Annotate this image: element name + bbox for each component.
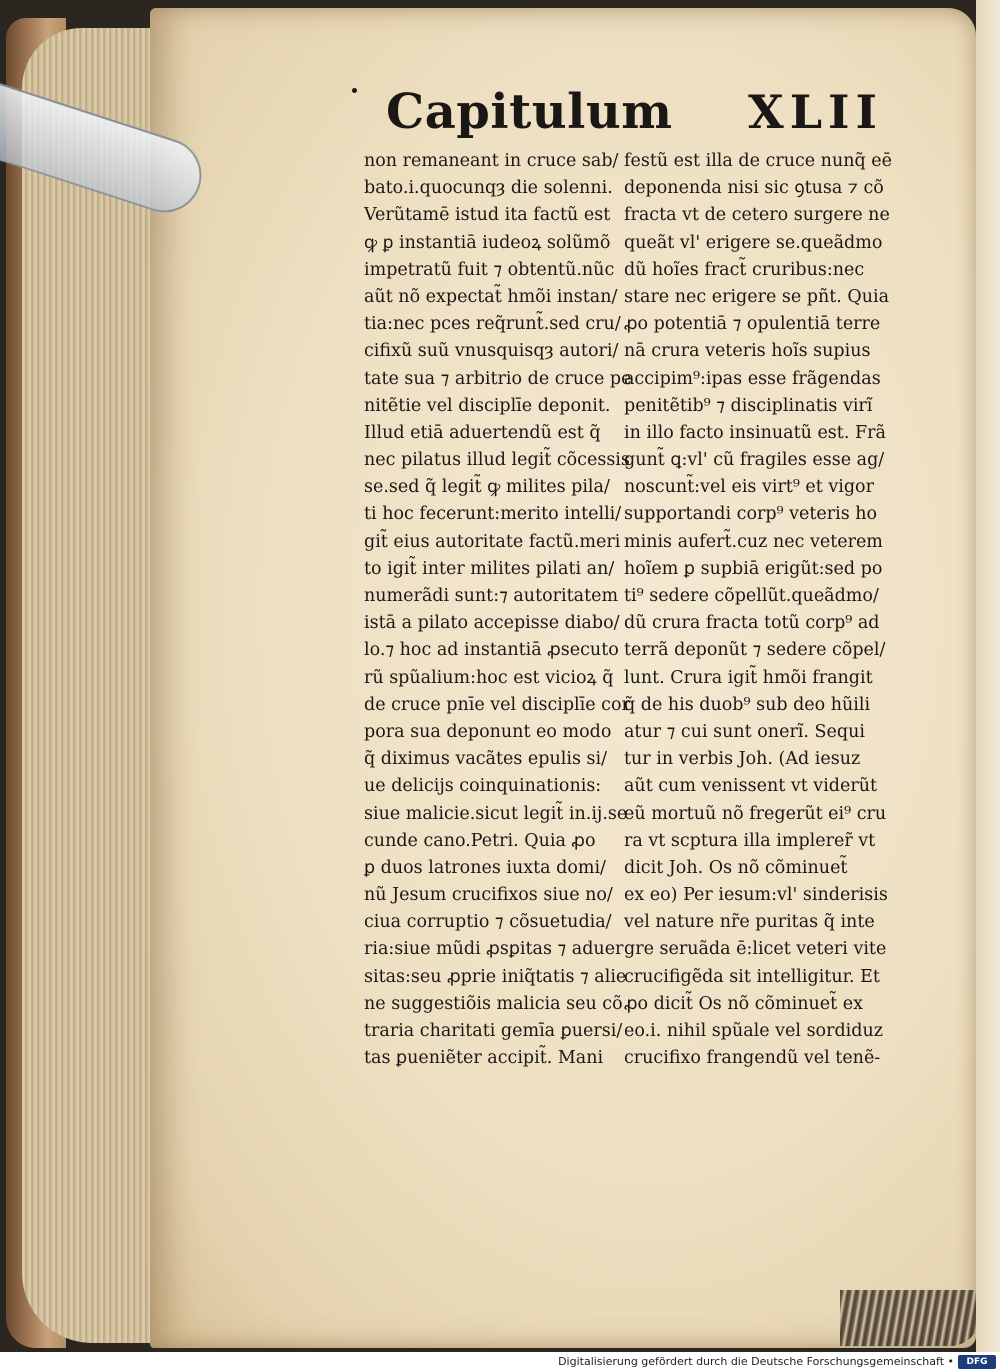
text-line: supportandi corp⁹ veteris ho: [624, 504, 878, 525]
footer-credit: Digitalisierung gefördert durch die Deutsche Forschungsgemeinschaft •: [558, 1355, 954, 1368]
text-line: ti⁹ sedere cõpellũt.queãdmo/: [624, 586, 879, 606]
text-line: ra vt scptura illa implerer̃ vt: [624, 830, 876, 851]
text-line: rũ spũalium:hoc est vicioꝝ q̃: [364, 667, 614, 688]
text-line: atur ⁊ cui sunt onerĩ. Sequi: [624, 721, 865, 742]
text-line: minis aufert̃.cuz nec veterem: [624, 531, 883, 552]
text-line: gre seruãda ē:licet veteri vite: [624, 939, 887, 960]
text-line: nitẽtie vel disciplīe deponit.: [364, 395, 611, 416]
text-line: vel nature nr̃e puritas q̃ inte: [624, 912, 875, 933]
text-line: ꝙ ꝑ instantiā iudeoꝝ solũmõ: [364, 232, 611, 253]
text-line: nũ Jesum crucifixos siue no/: [364, 885, 613, 906]
text-line: impetratũ fuit ⁊ obtentũ.nũc: [364, 259, 615, 280]
chapter-heading-word: Capitulum: [386, 84, 673, 140]
text-line: siue malicie.sicut legit̃ in.ij.se: [364, 803, 628, 824]
text-line: ex eo) Per iesum:vl' sinderisis: [624, 885, 888, 906]
text-line: non remaneant in cruce sab/: [364, 151, 619, 171]
text-column-right: [624, 148, 906, 1072]
text-line: ciua corruptio ⁊ cõsuetudia/: [364, 912, 612, 933]
text-line: numerãdi sunt:⁊ autoritatem: [364, 586, 619, 606]
chapter-heading-number: XLII: [748, 85, 884, 139]
text-line: cifixũ suũ vnusquisqȝ autori/: [364, 341, 619, 362]
text-line: fracta vt de cetero surgere ne: [624, 205, 890, 226]
text-line: dũ crura fracta totũ corp⁹ ad: [624, 613, 880, 634]
text-line: to igit̃ inter milites pilati an/: [364, 558, 615, 579]
text-line: tate sua ⁊ arbitrio de cruce pe: [364, 368, 632, 389]
text-line: dicit Joh. Os nõ cõminuet̃: [624, 857, 848, 878]
text-line: ꝓo dicit̃ Os nõ cõminuet̃ ex: [624, 993, 863, 1014]
digitization-footer: [0, 1352, 1000, 1372]
text-line: ne suggestiõis malicia seu cõ: [364, 993, 623, 1014]
text-line: hoĩem ꝑ supbiā erigũt:sed po: [624, 558, 883, 579]
text-line: tia:nec pces req̃runt̃.sed cru/: [364, 314, 621, 335]
text-line: pora sua deponunt eo modo: [364, 721, 612, 742]
text-line: eũ mortuũ nõ fregerũt ei⁹ cru: [624, 803, 887, 824]
text-line: q̃ de his duob⁹ sub deo hũili: [624, 694, 871, 715]
text-line: ue delicijs coinquinationis:: [364, 776, 602, 797]
ink-dot: [352, 88, 357, 93]
text-line: aũt cum venissent vt viderũt: [624, 776, 878, 797]
text-line: crucifixo frangendũ vel tenẽ-: [624, 1048, 881, 1069]
text-column-left: [364, 148, 646, 1072]
page-margin-strip: [976, 0, 1000, 1352]
text-line: queãt vl' erigere se.queãdmo: [624, 232, 883, 253]
text-line: de cruce pnīe vel disciplīe cor: [364, 694, 630, 715]
text-line: traria charitati gemīa ꝑuersi/: [364, 1021, 623, 1041]
text-line: deponenda nisi sic ꝯtusa ⁊ cõ: [624, 178, 884, 199]
dfg-logo: DFG: [958, 1355, 996, 1369]
text-line: sitas:seu ꝓprie iniq̃tatis ⁊ alie: [364, 966, 627, 987]
text-line: tas ꝑueniẽter accipit̃. Mani: [364, 1048, 604, 1069]
text-line: noscunt̃:vel eis virt⁹ et vigor: [624, 477, 874, 498]
text-line: cunde cano.Petri. Quia ꝓo: [364, 830, 596, 851]
text-line: in illo facto insinuatũ est. Frã: [624, 422, 886, 443]
text-line: ti hoc fecerunt:merito intelli/: [364, 504, 622, 525]
text-line: penitẽtib⁹ ⁊ disciplinatis virĩ: [624, 395, 873, 416]
text-line: aũt nõ expectat̃ hmõi instan/: [364, 286, 618, 307]
text-line: accipim⁹:ipas esse frãgendas: [624, 368, 881, 389]
text-line: istā a pilato accepisse diabo/: [364, 613, 620, 634]
text-line: ꝓo potentiā ⁊ opulentiā terre: [624, 314, 881, 335]
text-line: crucifigẽda sit intelligitur. Et: [624, 966, 880, 987]
text-line: festũ est illa de cruce nunq̃ eē: [624, 151, 892, 171]
text-line: lunt. Crura igit̃ hmõi frangit: [624, 667, 873, 688]
text-line: gunt̃ ꝗ:vl' cũ fragiles esse ag/: [624, 450, 885, 471]
text-line: se.sed q̃ legit̃ ꝙ milites pila/: [364, 477, 610, 498]
text-line: stare nec erigere se pñt. Quia: [624, 286, 890, 307]
text-line: ꝑ duos latrones iuxta domi/: [364, 857, 606, 878]
text-line: ria:siue mũdi ꝓsꝑitas ⁊ aduer: [364, 939, 624, 960]
text-line: git̃ eius autoritate factũ.meri: [364, 531, 621, 552]
text-line: nec pilatus illud legit̃ cõcessis: [364, 450, 630, 471]
text-line: Illud etiā aduertendũ est q̃: [364, 422, 601, 443]
page-corner-edges: [840, 1290, 980, 1346]
text-line: bato.i.quocunqȝ die solenni.: [364, 178, 613, 199]
text-line: eo.i. nihil spũale vel sordiduz: [624, 1021, 883, 1041]
text-line: dũ hoĩes fract̃ cruribus:nec: [624, 259, 865, 280]
text-line: lo.⁊ hoc ad instantiā ꝓsecuto: [364, 640, 619, 661]
text-line: Verũtamē istud ita factũ est: [364, 205, 611, 226]
text-line: q̃ diximus vacãtes epulis si/: [364, 749, 607, 770]
text-line: nā crura veteris hoĩs supius: [624, 341, 871, 362]
text-line: terrã deponũt ⁊ sedere cõpel/: [624, 640, 886, 661]
text-line: tur in verbis Joh. (Ad iesuz: [624, 749, 861, 770]
